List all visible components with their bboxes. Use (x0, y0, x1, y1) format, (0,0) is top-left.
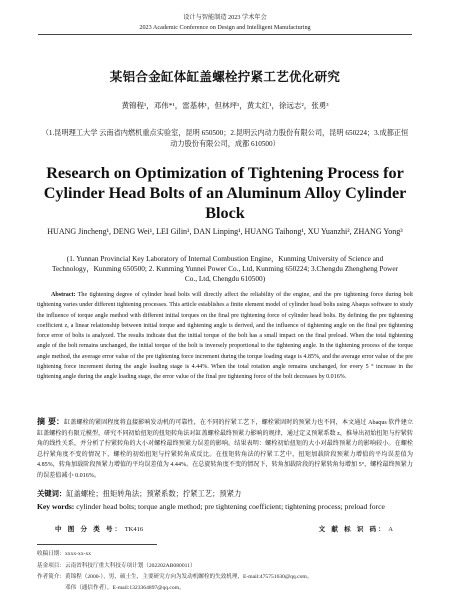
abstract-en (37, 290, 413, 383)
affiliation-cn: （1.昆明理工大学 云南省内燃机重点实验室，昆明 650500；2.昆明云内动力股份有限公司，昆明 650224；3.成都正恒动力股份有限公司，成都 610500） (41, 129, 409, 148)
keywords-en (37, 502, 413, 512)
footnote-fund: 基金项目：云南省科技厅重大科技专项计划（202202AB080011） (37, 563, 196, 569)
keywords-cn (37, 489, 413, 499)
clc-value: TK416 (124, 526, 144, 533)
footnote-rule (37, 544, 157, 545)
document-code (319, 524, 393, 533)
paper-title-en: Research on Optimization of Tightening Process for Cylinder Head Bolts of an Aluminum Alloy Cylinder Block (43, 164, 407, 222)
footnote-corresponding: 邓伟（通信作者），E-mail:1323364897@qq.com。 (65, 585, 185, 591)
header-rule (38, 34, 412, 35)
abstract-label: Abstract: (51, 292, 76, 298)
keywords-en-label: Key words: (37, 502, 75, 511)
abstract-cn (37, 417, 413, 482)
footnote-received: 收稿日期：xxxx-xx-xx (37, 551, 92, 557)
abstract-cn-text: 缸盖螺栓的紧固程度将直接影响发动机的可靠性，在不同的拧紧工艺下，螺栓紧固时的预紧力也不同，本文通过 Abaqus 软件建立缸盖螺栓的有限元模型，研究不同初始扭矩的扭矩转角法对缸盖螺栓最终预紧力影响的规律，通过定义预紧系数 z，推导出初始扭矩与拧紧转角的线性关系，并分析了拧紧转角的大小对螺栓最终预紧力误差的影响。结果表明：螺栓初始扭矩的大小对最终预紧力的影响较小。在螺栓总拧紧角度不变的情况下，螺栓的初始扭矩与拧紧转角成反比。在扭矩转角法的拧紧工艺中，扭矩加载阶段预紧力增值的平均误差值为 4.85%，转角加载阶段预紧力增值的平均误差值为 4.44%。在总旋转角度不变的情况下，转角加载阶段的拧紧转角每增加 5°，螺栓最终预紧力的误差值减小 0.016%。 (37, 420, 413, 479)
doc-code-label: 文 献 标 识 码： (318, 525, 387, 533)
doc-code-value: A (388, 526, 393, 533)
abstract-text: The tightening degree of cylinder head bolts will directly affect the reliability of the engine, and the pre tightening force during bolt tightening varies under different tightening processes. This article establishes a finite element model of cylinder head bolts using Abaqus software to study the influence of torque angle method with different initial torques on the final pre tightening force of cylinder head bolts. By defining the pre tightening coefficient z, a linear relationship between initial torque and tightening angle is derived, and the influence of tightening angle on the final pre tightening force error of bolts is analyzed. The results indicate that the initial torque of the bolt has a small impact on the final preload. When the total tightening angle of the bolt remains unchanged, the initial torque of the bolt is inversely proportional to the tightening angle. In the tightening process of the torque angle method, the average error value of the pre tightening force increment during the torque loading stage is 4.85%, and the average error value of the pre tightening force increment during the angle loading stage is 4.44%. When the total rotation angle remains unchanged, for every 5 ° increase in the tightening angle during the angle loading stage, the error value of the final pre tightening force of the bolt decreases by 0.016%. (37, 292, 413, 381)
keywords-en-text: cylinder head bolts; torque angle method; pre tightening coefficient; tightening process; preload force (76, 502, 385, 511)
keywords-cn-text: 缸盖螺栓；扭矩转角法；预紧系数；拧紧工艺；预紧力 (66, 489, 242, 498)
footnote-author: 作者简介：黄锦程（2000-），男，硕士生，主要研究方向为发动机螺栓的失效机理，E-mail:475751630@qq.com。 (37, 574, 313, 580)
paper-title-cn: 某铝合金缸体缸盖螺栓拧紧工艺优化研究 (109, 69, 341, 84)
author-list-cn: 黄锦程¹，邓伟*¹，雷基林¹，但林坪¹，黄太红¹，徐远志²，张勇³ (121, 101, 329, 110)
clc-label: 中 图 分 类 号： (55, 525, 124, 533)
author-list-en: HUANG Jincheng¹, DENG Wei¹, LEI Gilin¹, DAN Linping¹, HUANG Taihong¹, XU Yuanzhi², ZHANG Yong³ (47, 227, 403, 236)
journal-header-en: 2023 Academic Conference on Design and Intelligent Manufacturing (139, 24, 311, 31)
abstract-cn-label: 摘 要： (37, 417, 65, 426)
keywords-cn-label: 关键词： (37, 489, 67, 498)
clc-number (55, 524, 143, 533)
affiliation-en: (1. Yunnan Provincial Key Laboratory of Internal Combustion Engine，Kunming University of Science and Technology，Kunming 650500; 2. Kunming Yunnei Power Co., Ltd, Kunming 650224; 3.Chengdu Zhengheng Power Co., Ltd, Chengdu 610500) (52, 254, 398, 283)
journal-header-cn: 设计与智能制造 2023 学术年会 (183, 14, 267, 21)
